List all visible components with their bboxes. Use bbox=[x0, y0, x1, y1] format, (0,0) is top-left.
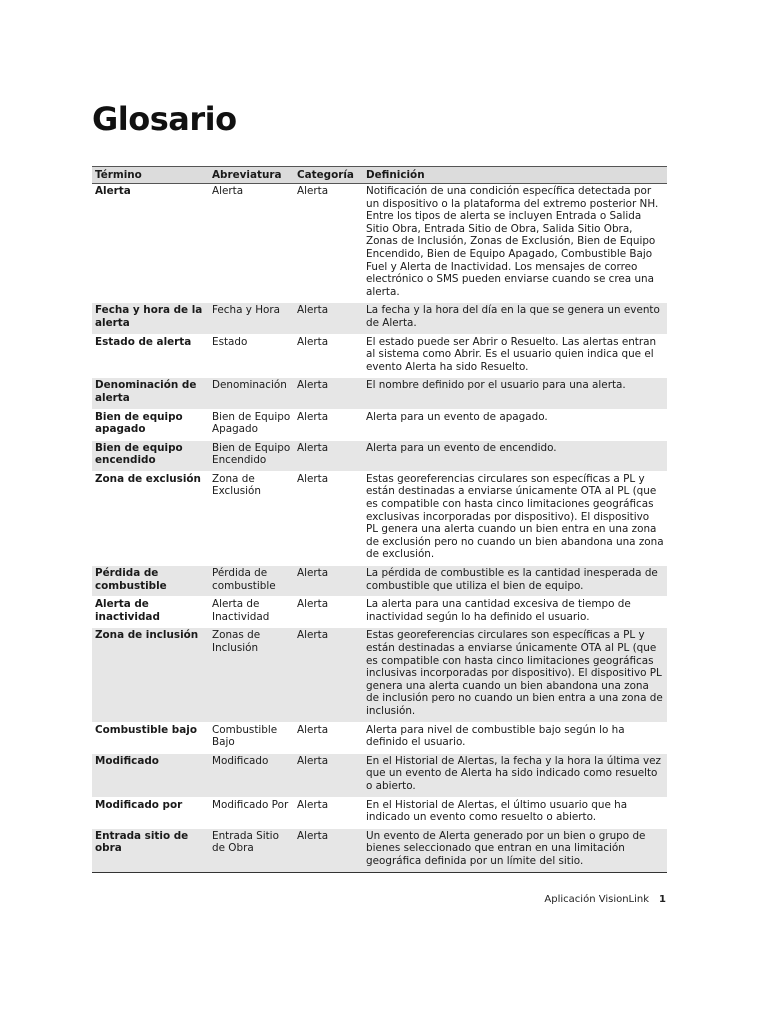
category-cell: Alerta bbox=[294, 722, 363, 753]
definition-cell: El estado puede ser Abrir o Resuelto. Las alertas entran al sistema como Abrir. Es el usuario quien indica que el evento Alerta ha sido Resuelto. bbox=[363, 334, 667, 378]
term-cell: Modificado bbox=[92, 753, 209, 797]
abbreviation-cell: Alerta bbox=[209, 184, 294, 303]
definition-cell: Estas georeferencias circulares son específicas a PL y están destinadas a enviarse únicamente OTA al PL (que es compatible con hasta cinco limitaciones geográficas exclusivas incorporadas por dispositivo). El dispositivo PL genera una alerta cuando un bien entra en una zona de exclusión pero no cuando un bien abandona una zona de exclusión. bbox=[363, 471, 667, 565]
category-cell: Alerta bbox=[294, 440, 363, 471]
table-row bbox=[92, 184, 667, 303]
table-row bbox=[92, 722, 667, 753]
definition-cell: Notificación de una condición específica detectada por un dispositivo o la plataforma del extremo posterior NH. Entre los tipos de alerta se incluyen Entrada o Salida Sitio Obra, Entrada Sitio de Obra, Salida Sitio Obra, Zonas de Inclusión, Zonas de Exclusión, Bien de Equipo Encendido, Bien de Equipo Apagado, Combustible Bajo Fuel y Alerta de Inactividad. Los mensajes de correo electrónico o SMS pueden enviarse cuando se crea una alerta. bbox=[363, 184, 667, 303]
term-cell: Estado de alerta bbox=[92, 334, 209, 378]
abbreviation-cell: Modificado bbox=[209, 753, 294, 797]
definition-cell: Alerta para un evento de apagado. bbox=[363, 409, 667, 440]
table-row bbox=[92, 471, 667, 565]
abbreviation-cell: Zonas de Inclusión bbox=[209, 628, 294, 722]
definition-cell: Alerta para un evento de encendido. bbox=[363, 440, 667, 471]
definition-cell: Estas georeferencias circulares son específicas a PL y están destinadas a enviarse únicamente OTA al PL (que es compatible con hasta cinco limitaciones geográficas inclusivas incorporadas por dispositivo). El dispositivo PL genera una alerta cuando un bien abandona una zona de inclusión pero no cuando un bien entra a una zona de inclusión. bbox=[363, 628, 667, 722]
abbreviation-cell: Bien de Equipo Apagado bbox=[209, 409, 294, 440]
category-cell: Alerta bbox=[294, 597, 363, 628]
header-category: Categoría bbox=[294, 167, 363, 184]
definition-cell: Alerta para nivel de combustible bajo según lo ha definido el usuario. bbox=[363, 722, 667, 753]
definition-cell: En el Historial de Alertas, la fecha y la hora la última vez que un evento de Alerta ha sido indicado como resuelto o abierto. bbox=[363, 753, 667, 797]
category-cell: Alerta bbox=[294, 334, 363, 378]
table-row bbox=[92, 334, 667, 378]
definition-cell: La pérdida de combustible es la cantidad inesperada de combustible que utiliza el bien de equipo. bbox=[363, 566, 667, 597]
table-row bbox=[92, 628, 667, 722]
term-cell: Fecha y hora de la alerta bbox=[92, 303, 209, 334]
definition-cell: La fecha y la hora del día en la que se genera un evento de Alerta. bbox=[363, 303, 667, 334]
header-definition: Definición bbox=[363, 167, 667, 184]
table-header-row bbox=[92, 167, 667, 184]
abbreviation-cell: Pérdida de combustible bbox=[209, 566, 294, 597]
abbreviation-cell: Fecha y Hora bbox=[209, 303, 294, 334]
category-cell: Alerta bbox=[294, 828, 363, 872]
table-row bbox=[92, 797, 667, 828]
term-cell: Zona de inclusión bbox=[92, 628, 209, 722]
category-cell: Alerta bbox=[294, 628, 363, 722]
abbreviation-cell: Estado bbox=[209, 334, 294, 378]
abbreviation-cell: Entrada Sitio de Obra bbox=[209, 828, 294, 872]
header-term: Término bbox=[92, 167, 209, 184]
term-cell: Denominación de alerta bbox=[92, 378, 209, 409]
term-cell: Bien de equipo apagado bbox=[92, 409, 209, 440]
abbreviation-cell: Denominación bbox=[209, 378, 294, 409]
table-row bbox=[92, 597, 667, 628]
term-cell: Modificado por bbox=[92, 797, 209, 828]
category-cell: Alerta bbox=[294, 184, 363, 303]
term-cell: Alerta de inactividad bbox=[92, 597, 209, 628]
category-cell: Alerta bbox=[294, 409, 363, 440]
category-cell: Alerta bbox=[294, 797, 363, 828]
category-cell: Alerta bbox=[294, 471, 363, 565]
glossary-table bbox=[92, 166, 667, 873]
page-footer bbox=[544, 894, 666, 905]
definition-cell: La alerta para una cantidad excesiva de tiempo de inactividad según lo ha definido el usuario. bbox=[363, 597, 667, 628]
abbreviation-cell: Modificado Por bbox=[209, 797, 294, 828]
term-cell: Combustible bajo bbox=[92, 722, 209, 753]
category-cell: Alerta bbox=[294, 566, 363, 597]
table-row bbox=[92, 409, 667, 440]
abbreviation-cell: Zona de Exclusión bbox=[209, 471, 294, 565]
category-cell: Alerta bbox=[294, 378, 363, 409]
term-cell: Entrada sitio de obra bbox=[92, 828, 209, 872]
glossary-body bbox=[92, 184, 667, 873]
abbreviation-cell: Alerta de Inactividad bbox=[209, 597, 294, 628]
page-number: 1 bbox=[659, 894, 666, 905]
term-cell: Bien de equipo encendido bbox=[92, 440, 209, 471]
page-title: Glosario bbox=[92, 100, 237, 138]
footer-label: Aplicación VisionLink bbox=[544, 894, 650, 905]
table-row bbox=[92, 828, 667, 872]
table-row bbox=[92, 303, 667, 334]
abbreviation-cell: Combustible Bajo bbox=[209, 722, 294, 753]
abbreviation-cell: Bien de Equipo Encendido bbox=[209, 440, 294, 471]
term-cell: Alerta bbox=[92, 184, 209, 303]
term-cell: Zona de exclusión bbox=[92, 471, 209, 565]
category-cell: Alerta bbox=[294, 753, 363, 797]
table-row bbox=[92, 753, 667, 797]
category-cell: Alerta bbox=[294, 303, 363, 334]
table-row bbox=[92, 566, 667, 597]
term-cell: Pérdida de combustible bbox=[92, 566, 209, 597]
header-abbreviation: Abreviatura bbox=[209, 167, 294, 184]
table-row bbox=[92, 378, 667, 409]
definition-cell: Un evento de Alerta generado por un bien o grupo de bienes seleccionado que entran en una limitación geográfica definida por un límite del sitio. bbox=[363, 828, 667, 872]
definition-cell: El nombre definido por el usuario para una alerta. bbox=[363, 378, 667, 409]
definition-cell: En el Historial de Alertas, el último usuario que ha indicado un evento como resuelto o abierto. bbox=[363, 797, 667, 828]
table-row bbox=[92, 440, 667, 471]
